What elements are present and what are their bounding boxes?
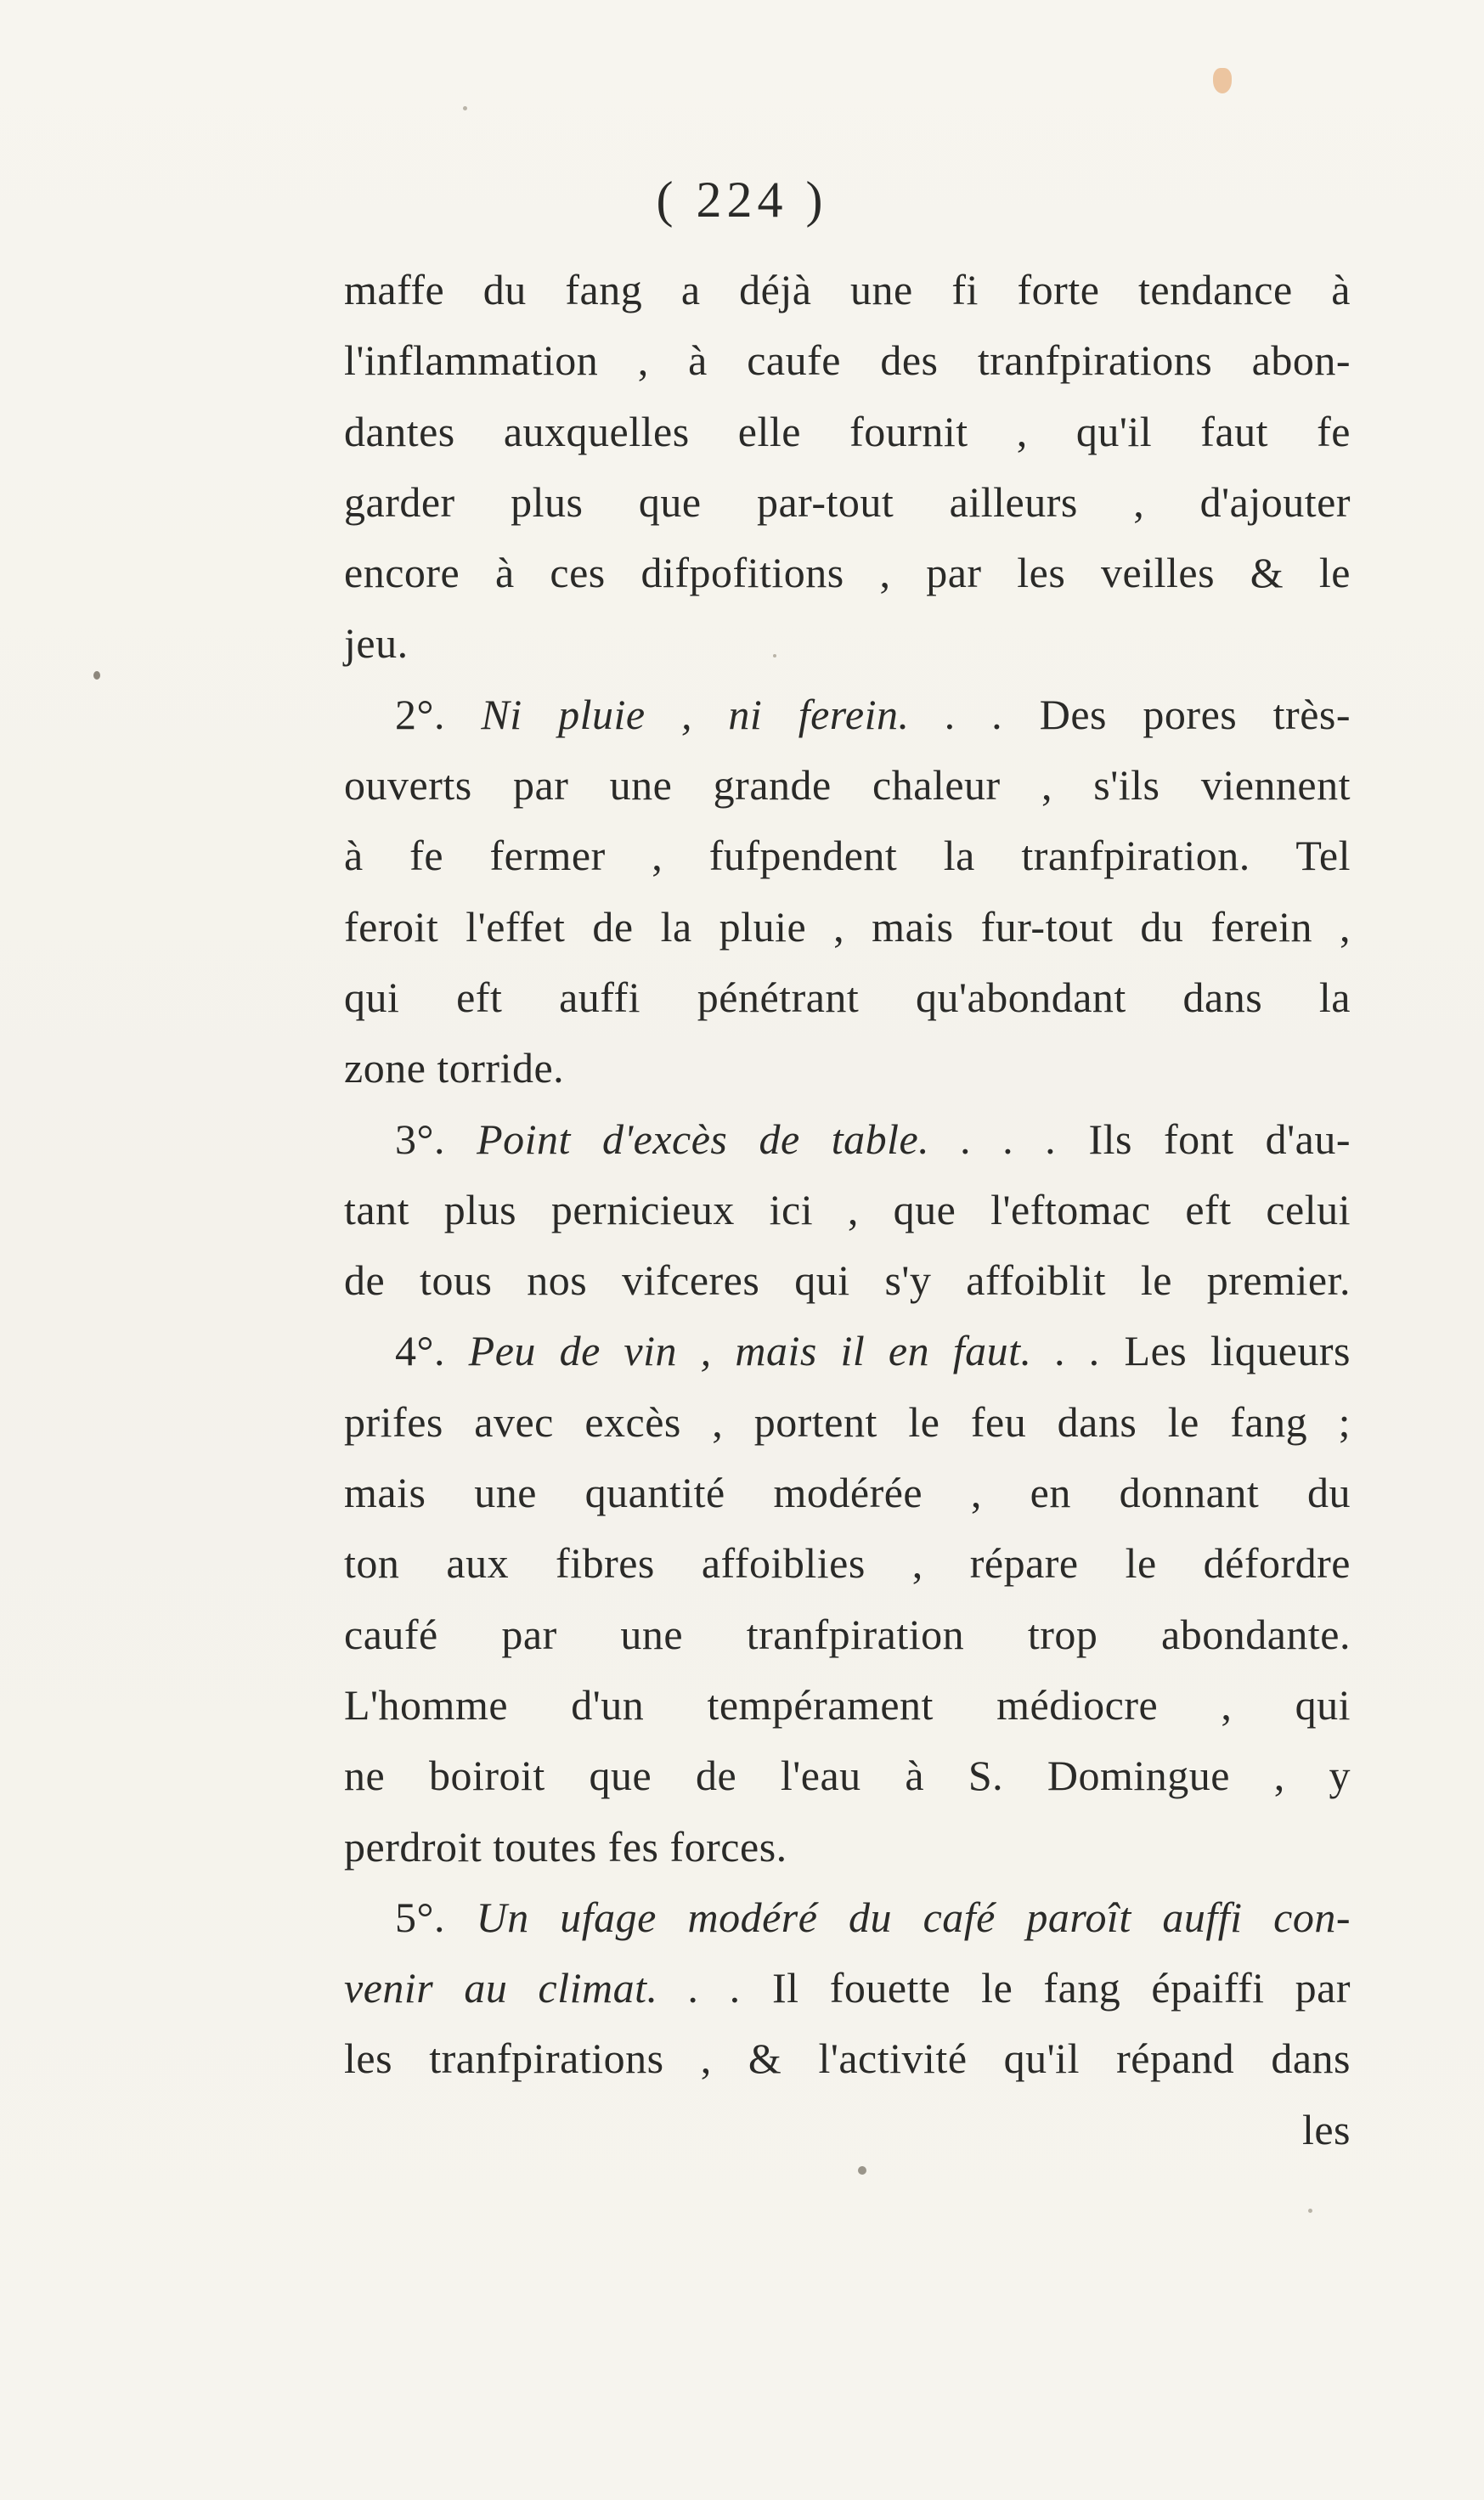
text-line: garder plus que par-tout ailleurs , d'ajouter: [344, 477, 1351, 526]
text-line: les tranfpirations , & l'activité qu'il répand dans: [344, 2034, 1351, 2083]
text-line: L'homme d'un tempérament médiocre , qui: [344, 1680, 1351, 1729]
paper-speck: [858, 2166, 866, 2175]
text-line: dantes auxquelles elle fournit , qu'il faut fe: [344, 407, 1351, 455]
paper-speck: [1308, 2209, 1312, 2213]
text-line: à fe fermer , fufpendent la tranfpiration. Tel: [344, 832, 1351, 880]
paper-speck: [463, 106, 467, 110]
text-line: qui eft auffi pénétrant qu'abondant dans la: [344, 973, 1351, 1021]
text-line: ne boiroit que de l'eau à S. Domingue , y: [344, 1752, 1351, 1800]
text-line: caufé par une tranfpiration trop abondante.: [344, 1610, 1351, 1658]
item-4-heading: 4°. Peu de vin , mais il en faut. . . Les liqueurs: [395, 1327, 1351, 1375]
text-line: perdroit toutes fes forces.: [344, 1822, 787, 1871]
text-line: ton aux fibres affoiblies , répare le défordre: [344, 1539, 1351, 1588]
text-line: tant plus pernicieux ici , que l'eftomac eft celui: [344, 1185, 1351, 1233]
ink-stain: [1213, 68, 1232, 93]
paper-speck: [773, 654, 776, 657]
text-line: jeu.: [344, 619, 409, 668]
text-line: venir au climat. . . Il fouette le fang épaiffi par: [344, 1964, 1351, 2012]
text-line: de tous nos vifceres qui s'y affoiblit le premier.: [344, 1256, 1351, 1305]
text-line: feroit l'effet de la pluie , mais fur-tout du ferein ,: [344, 902, 1351, 951]
text-line: mais une quantité modérée , en donnant du: [344, 1469, 1351, 1517]
item-5-heading: 5°. Un ufage modéré du café paroît auffi con-: [395, 1893, 1351, 1941]
text-line: encore à ces difpofitions , par les veilles & le: [344, 549, 1351, 597]
text-line: l'inflammation , à caufe des tranfpirations abon-: [344, 336, 1351, 385]
text-line: ouverts par une grande chaleur , s'ils viennent: [344, 761, 1351, 810]
page-number: ( 224 ): [656, 172, 828, 228]
item-3-heading: 3°. Point d'excès de table. . . . Ils font d'au-: [395, 1115, 1351, 1163]
paper-speck: [93, 671, 100, 680]
item-2-heading: 2°. Ni pluie , ni ferein. . . Des pores très-: [395, 690, 1351, 738]
text-line: prifes avec excès , portent le feu dans le fang ;: [344, 1397, 1351, 1446]
text-line: maffe du fang a déjà une fi forte tendance à: [344, 266, 1351, 313]
catchword: les: [1301, 2105, 1351, 2153]
body-text: [344, 255, 1351, 2165]
text-line: zone torride.: [344, 1044, 565, 1092]
